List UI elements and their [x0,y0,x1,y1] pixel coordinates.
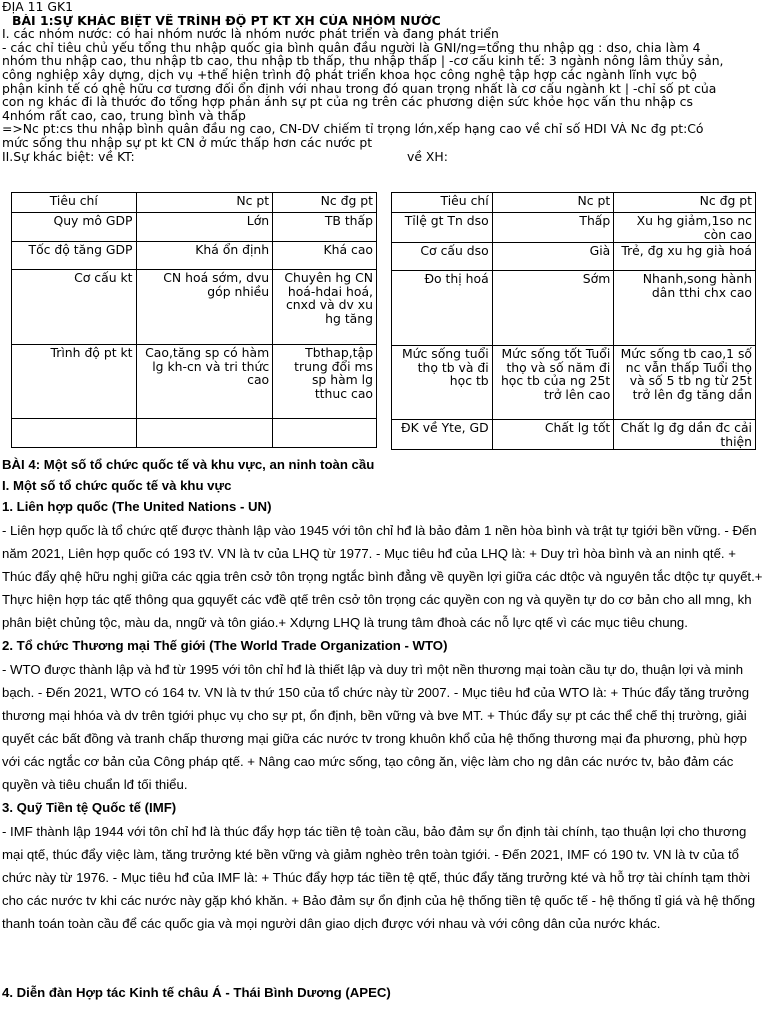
section-2-heading [0,150,768,164]
table-row [392,213,756,243]
table-header-cell: Nc pt [492,193,614,213]
table-cell: Trẻ, đg xu hg già hoá [614,243,756,271]
table-cell: Cao,tăng sp có hàm lg kh-cn và tri thức cao [136,345,273,419]
table-header-cell: Tiêu chí [12,193,137,213]
table-header-cell: Nc pt [136,193,273,213]
note-line: =>Nc pt:cs thu nhập bình quân đầu ng cao, CN-DV chiếm tỉ trọng lớn,xếp hạng cao về chỉ số HDI VÀ Nc đg pt:Có [2,122,704,136]
economic-comparison-table [11,192,377,448]
note-line: mức sống thu nhập sự pt kt CN ở mức thấp hơn các nước pt [2,135,373,150]
note-line: 4nhóm rất cao, cao, trung bình và thấp [2,108,246,123]
table-cell: Lớn [136,213,273,242]
table-row [12,242,377,270]
note-line: I. các nhóm nước: có hai nhóm nước là nhóm nước phát triển và đang phát triển [2,27,499,41]
table-cell: Nhanh,song hành dân tthi chx cao [614,271,756,346]
table-cell: Xu hg giảm,1so nc còn cao [614,213,756,243]
table-header-cell: Nc đg pt [614,193,756,213]
org-body-wto: - WTO được thành lập và hđ từ 1995 với tôn chỉ hđ là thiết lập và duy trì một nền thương mại toàn cầu tự do, thuận lợi và minh bạch. - Đến 2021, WTO có 164 tv. VN là tv thứ 150 của tổ chức này từ 2007. - Mục tiêu hđ của WTO là: + Thúc đẩy tăng trưởng thương mại hhóa và dv trên tgiới phục vụ cho sự pt, ổn định, bền vững và bve MT. + Thúc đẩy sự pt các thể chế thị trường, giải quyết các bất đồng và tranh chấp thương mại giữa các nước tv trong khuôn khổ của hệ thống thương mại đa phương, phù hợp với các ngtắc cơ bản của Công pháp qtế. + Nâng cao mức sống, tạo công ăn, việc làm cho ng dân các nước tv, bảo đảm các quyền và tiêu chuẩn lđ tối thiểu. [2,662,750,792]
table-row [12,270,377,345]
table-cell: Chất lg tốt [492,420,614,450]
org-heading-apec: 4. Diễn đàn Hợp tác Kinh tế châu Á - Thái Bình Dương (APEC) [2,985,391,1000]
table-row [12,213,377,242]
org-body-imf: - IMF thành lập 1944 với tôn chỉ hđ là thúc đẩy hợp tác tiền tệ toàn cầu, bảo đảm sự ổn định tài chính, tạo thuận lợi cho thương mại qtế, thúc đẩy việc làm, tăng trưởng kté bền vững và giảm nghèo trên toàn tgiới. - Đến 2021, IMF có 190 tv. VN là tv của tổ chức này từ 1976. - Mục tiêu hđ của IMF là: + Thúc đẩy hợp tác tiền tệ qtế, thúc đẩy tăng trưởng kté và hỗ trợ tài chính tạm thời cho các nước tv khi các nước này gặp khó khăn. + Bảo đảm sự ổn định của hệ thống tiền tệ quốc tế - hệ thống tỉ giá và hệ thống thanh toán toàn cầu để các quốc gia và mọi người dân giao dịch được với nhau và với công dân của nước khác. [2,824,756,931]
table-cell: Mức sống tuổi thọ tb và đi học tb [392,346,493,420]
table-row [12,345,377,419]
note-line: nhóm thu nhập cao, thu nhập tb cao, thu nhập tb thấp, thu nhập thấp | -cơ cấu kinh tế: 3 ngành nông lâm thủy sản, [2,54,724,68]
org-heading-imf: 3. Quỹ Tiền tệ Quốc tế (IMF) [2,800,177,815]
table-cell: Tốc độ tăng GDP [12,242,137,270]
table-cell: Mức sống tốt Tuổi thọ và số năm đi học tb của ng 25t trở lên cao [492,346,614,420]
note-line: công nghiệp xây dựng, dịch vụ +thể hiện trình độ phát triển khoa học công nghệ tập hợp các ngành lĩnh vực bộ [2,67,697,82]
table-cell [12,419,137,448]
note-line: - các chỉ tiêu chủ yếu tổng thu nhập quốc gia bình quân đầu người là GNI/ng=tổng thu nhập qg : dso, chia làm 4 [2,40,701,55]
notes-part-2 [0,453,768,1005]
table-header-row [12,193,377,213]
table-cell: Quy mô GDP [12,213,137,242]
table-header-cell: Nc đg pt [273,193,377,213]
table-cell: Tbthap,tập trung đổi ms sp hàm lg tthuc cao [273,345,377,419]
table-cell: Sớm [492,271,614,346]
section-1-title: I. Một số tổ chức quốc tế và khu vực [2,478,232,493]
lesson-1-title: BÀI 1:SỰ KHÁC BIỆT VỀ TRÌNH ĐỘ PT KT XH CỦA NHÓM NƯỚC [12,13,441,28]
table-cell: Chất lg đg dần đc cải thiện [614,420,756,450]
table-cell: Khá cao [273,242,377,270]
table-cell: Tỉlệ gt Tn dso [392,213,493,243]
table-row [392,420,756,450]
table-row [392,271,756,346]
table-cell: Thấp [492,213,614,243]
table-cell: Mức sống tb cao,1 số nc vẫn thấp Tuổi thọ và số 5 tb ng từ 25t trở lên đg tăng dần [614,346,756,420]
social-comparison-table [391,192,756,450]
table-cell [273,419,377,448]
table-cell: Đo thị hoá [392,271,493,346]
table-header-cell: Tiêu chí [392,193,493,213]
kt-subheading: II.Sự khác biệt: về KT: [2,148,135,164]
table-cell: Khá ổn định [136,242,273,270]
org-heading-wto: 2. Tổ chức Thương mại Thế giới (The World Trade Organization - WTO) [2,638,448,653]
table-cell: ĐK về Yte, GD [392,420,493,450]
org-body-un: - Liên hợp quốc là tổ chức qtế được thành lập vào 1945 với tôn chỉ hđ là bảo đảm 1 nền hòa bình và trật tự tgiới bền vững. - Đến năm 2021, Liên hợp quốc có 193 tV. VN là tv của LHQ từ 1977. - Mục tiêu hđ của LHQ là: + Duy trì hòa bình và an ninh qtế. + Thúc đẩy qhệ hữu nghị giữa các qgia trên csở tôn trọng ngtắc bình đẳng về quyền lợi giữa các dtộc và nguyên tắc dtộc tự quyết.+ Thực hiện hợp tác qtế thông qua gquyết các vđề qtế trên csở tôn trọng các quyền con ng và quyền tự do cơ bản cho all mng, kh phân biệt chủng tộc, màu da, nngữ và tôn giáo.+ Xdựng LHQ là trung tâm đhoà các nỗ lực qtế vì các mục tiêu chung. [2,523,763,630]
table-header-row [392,193,756,213]
table-row [392,243,756,271]
table-cell [136,419,273,448]
xh-subheading: về XH: [407,148,448,164]
table-row [12,419,377,448]
table-cell: Chuyên hg CN hoá-hdai hoá, cnxd và dv xu hg tăng [273,270,377,345]
table-row [392,346,756,420]
note-line: con ng khác đi là thước đo tổng hợp phản ánh sự pt của ng trên các phương diện sức khỏe học vấn thu nhập cs [2,95,693,109]
table-cell: TB thấp [273,213,377,242]
table-cell: Cơ cấu kt [12,270,137,345]
table-cell: CN hoá sớm, dvu góp nhiều [136,270,273,345]
notes-part-1 [0,0,768,164]
table-cell: Cơ cấu dso [392,243,493,271]
subject-label: ĐỊA 11 GK1 [2,0,73,14]
table-cell: Già [492,243,614,271]
note-line: phận kinh tế có qhệ hữu cơ tương đối ổn định với nhau trong đó quan trọng nhất là cơ cấu ngành kt | -chỉ số pt của [2,81,717,96]
table-cell: Trình độ pt kt [12,345,137,419]
lesson-4-title: BÀI 4: Một số tổ chức quốc tế và khu vực, an ninh toàn cầu [2,457,375,472]
spacer [0,935,768,981]
org-heading-un: 1. Liên hợp quốc (The United Nations - UN) [2,499,272,514]
